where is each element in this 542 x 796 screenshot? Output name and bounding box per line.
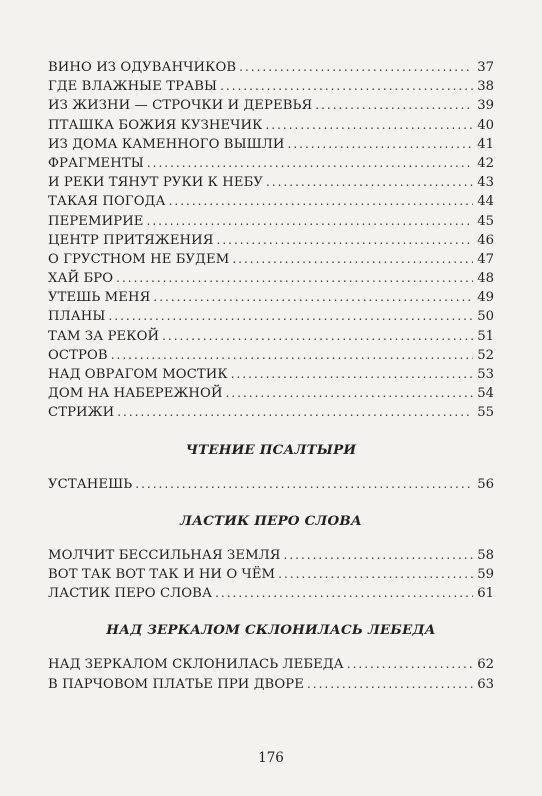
- toc-entry-title: ХАЙ БРО: [48, 271, 114, 287]
- toc-entry-page: 39: [477, 98, 494, 114]
- toc-entry: [48, 327, 494, 346]
- dot-leader: [153, 288, 473, 307]
- toc-entry-title: УТЕШЬ МЕНЯ: [48, 290, 151, 306]
- dot-leader: [266, 173, 473, 192]
- section-heading: ЧТЕНИЕ ПСАЛТЫРИ: [185, 441, 357, 458]
- toc-entry-title: И РЕКИ ТЯНУТ РУКИ К НЕБУ: [48, 175, 264, 191]
- dot-leader: [347, 655, 473, 674]
- toc-entry: [48, 192, 494, 211]
- toc-entry-page: 59: [477, 566, 494, 582]
- toc-entry-title: ОСТРОВ: [48, 347, 108, 363]
- toc-group: [48, 475, 494, 494]
- toc-entry-page: 49: [477, 290, 494, 306]
- toc-entry-page: 47: [477, 251, 494, 267]
- toc-entry-title: ФРАГМЕНТЫ: [48, 155, 144, 171]
- toc-entry: [48, 96, 494, 115]
- dot-leader: [288, 135, 473, 154]
- toc-entry: [48, 655, 494, 674]
- dot-leader: [217, 231, 473, 250]
- dot-leader: [278, 565, 473, 584]
- toc-entry-page: 62: [477, 657, 494, 673]
- dot-leader: [315, 96, 473, 115]
- dot-leader: [162, 327, 473, 346]
- toc-entry-page: 37: [477, 60, 494, 75]
- toc-entry: [48, 173, 494, 192]
- toc-entry-page: 52: [477, 347, 494, 363]
- dot-leader: [215, 584, 473, 603]
- dot-leader: [117, 403, 473, 422]
- toc-entry-title: НАД ЗЕРКАЛОМ СКЛОНИЛАСЬ ЛЕБЕДА: [48, 657, 344, 673]
- toc-entry-title: ТАКАЯ ПОГОДА: [48, 194, 166, 210]
- toc-entry: [48, 584, 494, 603]
- toc-entry-page: 38: [477, 79, 494, 95]
- toc-entry-page: 53: [477, 367, 494, 382]
- toc-entry: [48, 346, 494, 365]
- toc-entry: [48, 116, 494, 135]
- dot-leader: [239, 58, 473, 77]
- dot-leader: [265, 116, 473, 135]
- toc-group: [48, 655, 494, 693]
- toc-entry-page: 56: [477, 476, 494, 492]
- toc-entry-page: 63: [477, 676, 494, 692]
- dot-leader: [284, 546, 473, 565]
- table-of-contents: [48, 58, 494, 694]
- toc-entry-page: 45: [477, 213, 494, 229]
- toc-entry: [48, 403, 494, 422]
- toc-entry-page: 48: [477, 271, 494, 287]
- dot-leader: [111, 346, 473, 365]
- toc-entry: [48, 288, 494, 307]
- toc-entry-title: ПЛАНЫ: [48, 309, 106, 325]
- toc-entry-title: СТРИЖИ: [48, 405, 115, 421]
- toc-entry: [48, 675, 494, 694]
- toc-entry-title: ПЕРЕМИРИЕ: [48, 213, 144, 229]
- toc-entry: [48, 365, 494, 384]
- toc-entry: [48, 154, 494, 173]
- toc-entry: [48, 135, 494, 154]
- toc-entry: [48, 231, 494, 250]
- toc-entry-page: 41: [477, 136, 494, 152]
- toc-entry-title: НАД ОВРАГОМ МОСТИК: [48, 367, 228, 382]
- toc-entry-title: ИЗ ЖИЗНИ — СТРОЧКИ И ДЕРЕВЬЯ: [48, 98, 313, 114]
- toc-entry-page: 44: [477, 194, 494, 210]
- toc-entry-page: 51: [477, 328, 494, 344]
- toc-entry-page: 54: [477, 386, 494, 402]
- section-heading: НАД ЗЕРКАЛОМ СКЛОНИЛАСЬ ЛЕБЕДА: [106, 622, 436, 639]
- toc-entry-title: ТАМ ЗА РЕКОЙ: [48, 328, 160, 344]
- toc-entry-title: МОЛЧИТ БЕССИЛЬНАЯ ЗЕМЛЯ: [48, 547, 281, 563]
- toc-entry-title: ДОМ НА НАБЕРЕЖНОЙ: [48, 386, 223, 402]
- dot-leader: [232, 250, 473, 269]
- toc-entry-page: 43: [477, 175, 494, 191]
- toc-entry: [48, 307, 494, 326]
- dot-leader: [307, 675, 473, 694]
- toc-entry: [48, 250, 494, 269]
- toc-entry: [48, 77, 494, 96]
- toc-entry-title: О ГРУСТНОМ НЕ БУДЕМ: [48, 251, 230, 267]
- toc-entry-title: В ПАРЧОВОМ ПЛАТЬЕ ПРИ ДВОРЕ: [48, 676, 304, 692]
- toc-entry-title: ЛАСТИК ПЕРО СЛОВА: [48, 586, 213, 602]
- toc-entry: [48, 565, 494, 584]
- toc-entry-page: 58: [477, 547, 494, 563]
- toc-entry: [48, 212, 494, 231]
- dot-leader: [135, 475, 473, 494]
- dot-leader: [220, 77, 473, 96]
- toc-group: [48, 546, 494, 604]
- toc-entry-title: ГДЕ ВЛАЖНЫЕ ТРАВЫ: [48, 79, 218, 95]
- dot-leader: [108, 307, 473, 326]
- toc-entry-page: 46: [477, 232, 494, 248]
- toc-entry: [48, 269, 494, 288]
- dot-leader: [147, 154, 473, 173]
- toc-entry-title: ИЗ ДОМА КАМЕННОГО ВЫШЛИ: [48, 136, 285, 152]
- toc-entry-page: 55: [477, 405, 494, 421]
- toc-entry-title: ВОТ ТАК ВОТ ТАК И НИ О ЧЁМ: [48, 566, 276, 582]
- toc-entry: [48, 58, 494, 77]
- dot-leader: [169, 192, 473, 211]
- toc-entry: [48, 475, 494, 494]
- toc-entry-page: 50: [477, 309, 494, 325]
- toc-entry-page: 61: [477, 586, 494, 602]
- toc-entry: [48, 546, 494, 565]
- toc-entry-title: ПТАШКА БОЖИЯ КУЗНЕЧИК: [48, 117, 263, 133]
- toc-group: [48, 58, 494, 423]
- toc-entry-title: ЦЕНТР ПРИТЯЖЕНИЯ: [48, 232, 214, 248]
- dot-leader: [147, 212, 473, 231]
- dot-leader: [226, 384, 473, 403]
- dot-leader: [231, 365, 473, 384]
- toc-entry-page: 40: [477, 117, 494, 133]
- dot-leader: [116, 269, 473, 288]
- toc-entry: [48, 384, 494, 403]
- toc-entry-page: 42: [477, 155, 494, 171]
- page-number: 176: [258, 750, 284, 766]
- section-heading: ЛАСТИК ПЕРО СЛОВА: [180, 512, 362, 529]
- toc-entry-title: УСТАНЕШЬ: [48, 476, 133, 492]
- toc-entry-title: ВИНО ИЗ ОДУВАНЧИКОВ: [48, 60, 237, 75]
